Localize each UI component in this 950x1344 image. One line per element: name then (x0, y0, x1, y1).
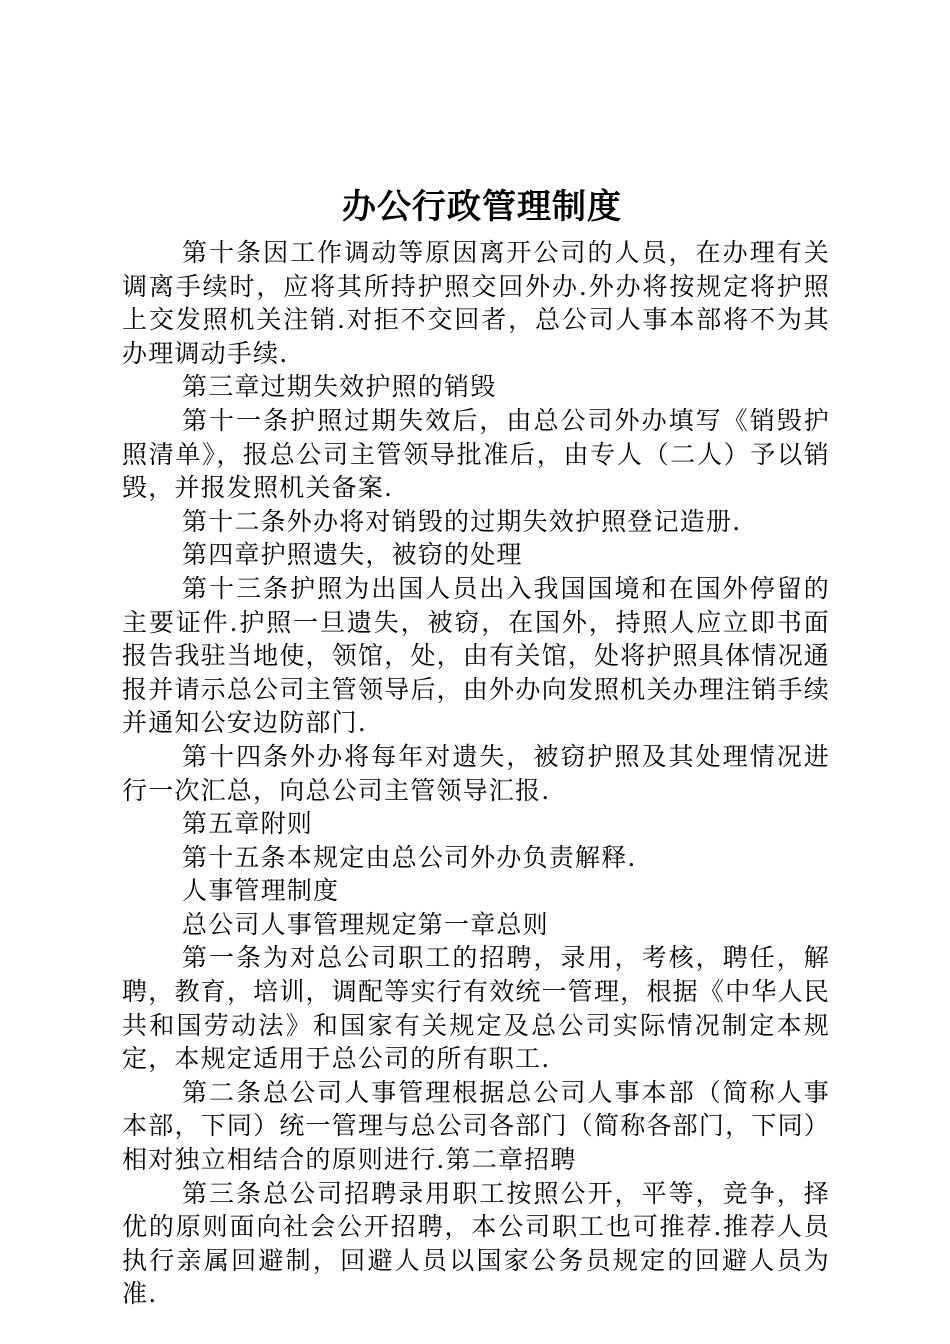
paragraph-hr-article-1: 第一条为对总公司职工的招聘，录用，考核，聘任，解聘，教育，培训，调配等实行有效统一管理，根据《中华人民共和国劳动法》和国家有关规定及总公司实际情况制定本规定，本规定适用于总公司的所有职工. (122, 943, 830, 1074)
heading-hr-policy: 人事管理制度 (182, 876, 340, 906)
paragraph-article-15: 第十五条本规定由总公司外办负责解释. (182, 842, 637, 872)
paragraph-article-12: 第十二条外办将对销毁的过期失效护照登记造册. (182, 506, 742, 536)
paragraph-hr-article-2: 第二条总公司人事管理根据总公司人事本部（简称人事本部，下同）统一管理与总公司各部门（简称各部门，下同）相对独立相结合的原则进行.第二章招聘 (122, 1077, 830, 1175)
paragraph-article-10: 第十条因工作调动等原因离开公司的人员，在办理有关调离手续时，应将其所持护照交回外办.外办将按规定将护照上交发照机关注销.对拒不交回者，总公司人事本部将不为其办理调动手续. (122, 238, 830, 368)
document-body (122, 236, 830, 1311)
paragraph-hr-article-3: 第三条总公司招聘录用职工按照公开，平等，竞争，择优的原则面向社会公开招聘，本公司职工也可推荐.推荐人员执行亲属回避制，回避人员以国家公务员规定的回避人员为准. (122, 1178, 830, 1309)
paragraph-article-11: 第十一条护照过期失效后，由总公司外办填写《销毁护照清单》，报总公司主管领导批准后，由专人（二人）予以销毁，并报发照机关备案. (122, 405, 830, 503)
heading-chapter-4: 第四章护照遗失，被窃的处理 (182, 540, 523, 570)
paragraph-article-14: 第十四条外办将每年对遗失，被窃护照及其处理情况进行一次汇总，向总公司主管领导汇报. (122, 741, 830, 805)
heading-chapter-5: 第五章附则 (182, 809, 314, 839)
paragraph-article-13: 第十三条护照为出国人员出入我国国境和在国外停留的主要证件.护照一旦遗失，被窃，在国外，持照人应立即书面报告我驻当地使，领馆，处，由有关馆，处将护照具体情况通报并请示总公司主管领导后，由外办向发照机关办理注销手续并通知公安边防部门. (122, 573, 830, 738)
heading-hr-chapter-1: 总公司人事管理规定第一章总则 (182, 909, 549, 939)
heading-chapter-3: 第三章过期失效护照的销毁 (182, 372, 497, 402)
document-title: 办公行政管理制度 (342, 187, 622, 227)
